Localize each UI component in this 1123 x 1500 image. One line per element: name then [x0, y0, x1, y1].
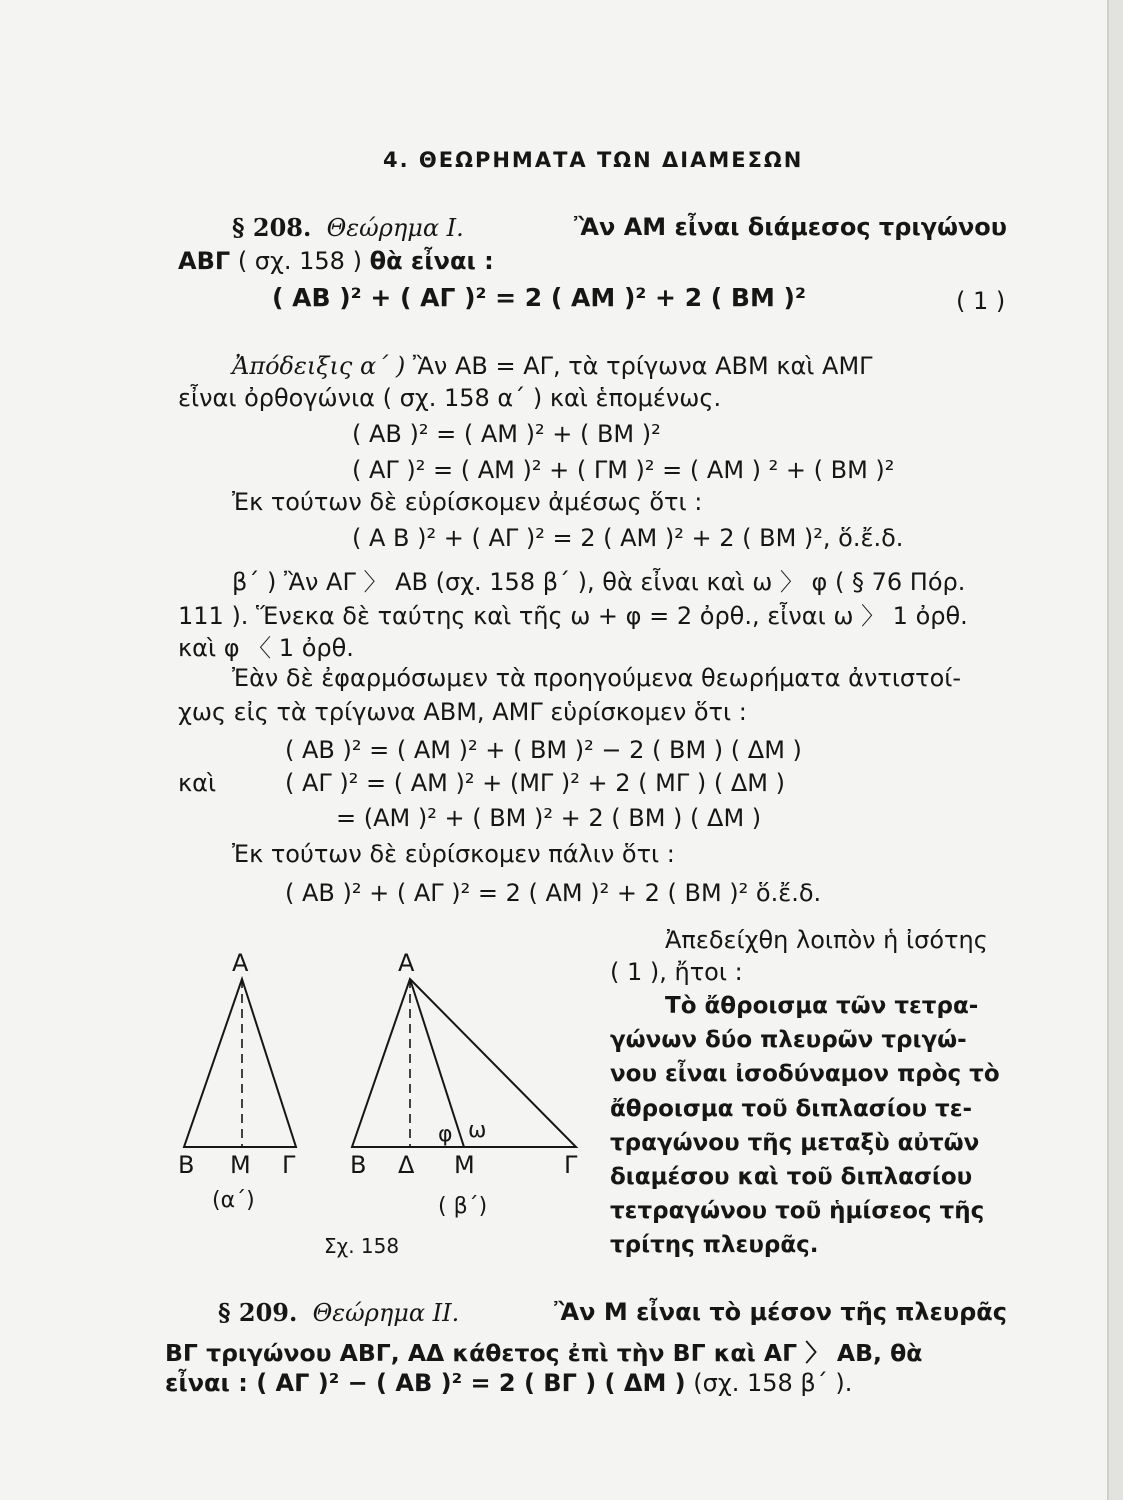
proof-formula-4: ( ΑΒ )² + ( ΑΓ )² = 2 ( ΑΜ )² + 2 ( ΒΜ )² ὅ.ἔ.δ. [285, 879, 822, 907]
theorem-209-line-1 [218, 1298, 1007, 1327]
label-a-M: Μ [230, 1151, 251, 1179]
proof-c-line-2: χως εἰς τὰ τρίγωνα ΑΒΜ, ΑΜΓ εὑρίσκομεν ὅτι : [178, 698, 747, 726]
median-b [410, 979, 464, 1147]
conclusion-statement-1: Τὸ ἄθροισμα τῶν τετρα- [665, 993, 979, 1019]
proof-and: καὶ [178, 769, 217, 797]
section-title: 4. ΘΕΩΡΗΜΑΤΑ ΤΩΝ ΔΙΑΜΕΣΩΝ [383, 148, 804, 172]
label-a-apex: Α [232, 949, 249, 977]
theorem-209-label: Θεώρημα II. [312, 1299, 460, 1327]
theorem-208-figref: ( σχ. 158 ) [237, 247, 362, 275]
proof-b-line-1: β΄ ) Ἂν ΑΓ 〉 ΑΒ (σχ. 158 β΄ ), θὰ εἶναι καὶ ω 〉 φ ( § 76 Πόρ. [232, 568, 966, 596]
proof-formula-1: ( ΑΒ )² = ( ΑΜ )² + ( ΒΜ )² − 2 ( ΒΜ ) ( ΔΜ ) [285, 736, 802, 764]
proof-text-1: Ἂν ΑΒ = ΑΓ, τὰ τρίγωνα ΑΒΜ καὶ ΑΜΓ [412, 352, 873, 380]
conclusion-statement-5: τραγώνου τῆς μεταξὺ αὐτῶν [610, 1130, 980, 1156]
label-a-B: Β [178, 1151, 195, 1179]
theorem-208-statement: Ἂν ΑΜ εἶναι διάμεσος τριγώνου [574, 213, 1007, 241]
proof-formula-2: ( ΑΓ )² = ( ΑΜ )² + (ΜΓ )² + 2 ( ΜΓ ) ( ΔΜ ) [285, 769, 785, 797]
conclusion-line-2: ( 1 ), ἤτοι : [610, 958, 743, 986]
proof-c-line-3: Ἐκ τούτων δὲ εὑρίσκομεν πάλιν ὅτι : [232, 840, 675, 868]
proof-b-line-2: 111 ). Ἕνεκα δὲ ταύτης καὶ τῆς ω + φ = 2 ὀρθ., εἶναι ω 〉 1 ὀρθ. [178, 602, 968, 630]
page-edge-line [1107, 0, 1109, 1500]
theorem-209-line-3 [165, 1369, 852, 1397]
theorem-208-will-be: θὰ εἶναι : [369, 247, 494, 275]
caption-a: (α΄) [212, 1188, 255, 1213]
proof-label: Ἀπόδειξις α΄ ) [232, 352, 406, 380]
theorem-208-number: § 208. [232, 213, 312, 242]
proof-equation-2: ( ΑΓ )² = ( ΑΜ )² + ( ΓΜ )² = ( ΑΜ ) ² + ( ΒΜ )² [352, 456, 895, 484]
proof-b-line-3: καὶ φ 〈 1 ὀρθ. [178, 634, 354, 662]
proof-line-3: Ἐκ τούτων δὲ εὑρίσκομεν ἀμέσως ὅτι : [232, 488, 703, 516]
conclusion-line-1: Ἀπεδείχθη λοιπὸν ἡ ἰσότης [665, 926, 988, 954]
label-b-apex: Α [398, 949, 415, 977]
conclusion-statement-2: γώνων δύο πλευρῶν τριγώ- [610, 1027, 967, 1053]
theorem-208-formula: ( ΑΒ )² + ( ΑΓ )² = 2 ( ΑΜ )² + 2 ( ΒΜ )² [272, 283, 806, 312]
theorem-209-figref: (σχ. 158 β΄ ). [693, 1369, 853, 1397]
label-b-D: Δ [398, 1151, 415, 1179]
conclusion-statement-7: τετραγώνου τοῦ ἡμίσεος τῆς [610, 1198, 985, 1224]
proof-equation-3: ( Α Β )² + ( ΑΓ )² = 2 ( ΑΜ )² + 2 ( ΒΜ )², ὅ.ἔ.δ. [352, 524, 904, 552]
label-b-B: Β [350, 1151, 367, 1179]
figure-caption: Σχ. 158 [324, 1234, 400, 1258]
proof-line-1 [232, 352, 873, 380]
figure-158 [170, 945, 600, 1265]
proof-c-line-1: Ἐὰν δὲ ἐφαρμόσωμεν τὰ προηγούμενα θεωρήματα ἀντιστοί- [232, 664, 962, 692]
theorem-209-number: § 209. [218, 1298, 298, 1327]
proof-formula-3: = (ΑΜ )² + ( ΒΜ )² + 2 ( ΒΜ ) ( ΔΜ ) [336, 804, 762, 832]
conclusion-statement-3: νου εἶναι ἰσοδύναμον πρὸς τὸ [610, 1061, 1000, 1087]
theorem-208-line-2 [178, 247, 494, 275]
caption-b: ( β΄) [438, 1194, 488, 1219]
label-a-G: Γ [282, 1151, 296, 1179]
label-omega: ω [468, 1118, 487, 1143]
label-b-G: Γ [564, 1151, 578, 1179]
conclusion-statement-4: ἄθροισμα τοῦ διπλασίου τε- [610, 1096, 973, 1122]
triangle-b [352, 979, 576, 1147]
theorem-208-triangle: ΑΒΓ [178, 247, 231, 275]
theorem-208-equation-number: ( 1 ) [956, 287, 1006, 315]
theorem-209-formula: εἶναι : ( ΑΓ )² − ( ΑΒ )² = 2 ( ΒΓ ) ( ΔΜ ) [165, 1369, 686, 1397]
triangle-a [184, 979, 296, 1147]
theorem-208-label: Θεώρημα I. [326, 214, 464, 242]
label-b-M: Μ [454, 1151, 475, 1179]
label-phi: φ [438, 1122, 453, 1147]
theorem-209-line-2: ΒΓ τριγώνου ΑΒΓ, ΑΔ κάθετος ἐπὶ τὴν ΒΓ καὶ ΑΓ 〉 ΑΒ, θὰ [165, 1339, 923, 1367]
proof-line-2: εἶναι ὀρθογώνια ( σχ. 158 α΄ ) καὶ ἑπομένως. [178, 384, 722, 412]
conclusion-statement-6: διαμέσου καὶ τοῦ διπλασίου [610, 1164, 973, 1190]
page-edge [1109, 0, 1123, 1500]
conclusion-statement-8: τρίτης πλευρᾶς. [610, 1232, 819, 1258]
proof-equation-1: ( ΑΒ )² = ( ΑΜ )² + ( ΒΜ )² [352, 420, 661, 448]
theorem-208-line-1 [232, 213, 1007, 242]
theorem-209-statement: Ἂν Μ εἶναι τὸ μέσον τῆς πλευρᾶς [554, 1298, 1007, 1326]
